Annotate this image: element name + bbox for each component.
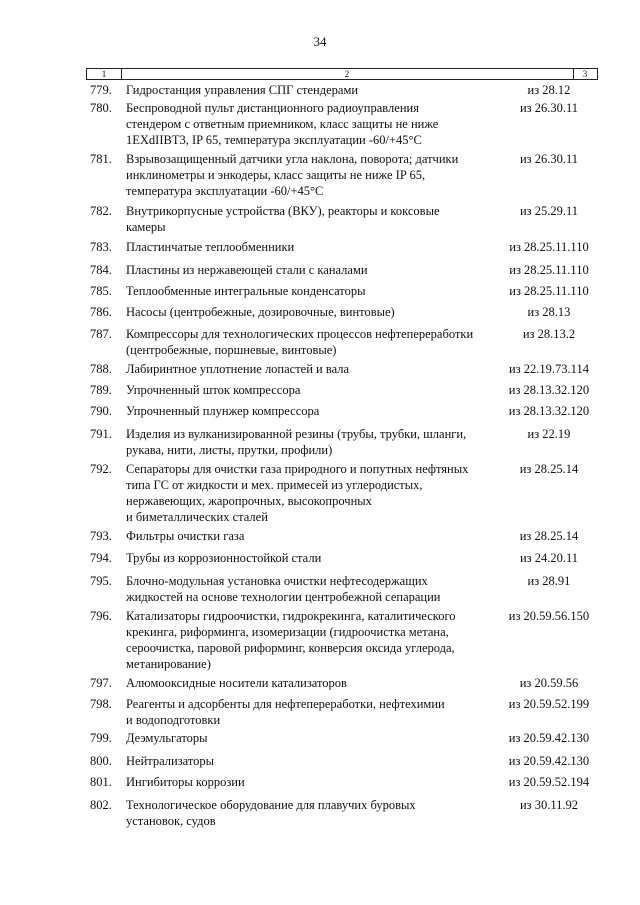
row-name: Гидростанция управления СПГ стендерами [126,83,359,97]
table-row [86,730,598,746]
row-code: из 28.13.32.120 [508,383,590,397]
table-row [86,304,598,320]
row-name: Упрочненный шток компрессора [126,383,301,397]
row-name: Реагенты и адсорбенты для нефтепереработки, нефтехимии и водоподготовки [126,697,445,727]
row-code: из 26.30.11 [519,152,579,166]
row-number: 780. [90,101,112,115]
row-name: Насосы (центробежные, дозировочные, винтовые) [126,305,395,319]
row-code: из 28.25.11.110 [509,240,589,254]
table-row [86,82,598,98]
table-row [86,797,598,829]
row-code: из 26.30.11 [519,101,579,115]
row-name: Пластинчатые теплообменники [126,240,295,254]
row-number: 782. [90,204,112,218]
row-code: из 20.59.52.199 [508,697,590,711]
table-row [86,774,598,790]
table-row [86,461,598,525]
row-number: 798. [90,697,112,711]
row-number: 797. [90,676,112,690]
row-name: Взрывозащищенный датчики угла наклона, поворота; датчики инклинометры и энкодеры, класс защиты не ниже IP 65, температура эксплуатации -60/+45°C [126,152,459,198]
row-name: Алюмооксидные носители катализаторов [126,676,347,690]
row-code: из 20.59.42.130 [508,731,590,745]
row-name: Нейтрализаторы [126,754,215,768]
row-number: 784. [90,263,112,277]
table-row [86,151,598,199]
row-code: из 28.12 [527,83,571,97]
row-number: 792. [90,462,112,476]
header-col-number: 1 [87,69,122,79]
row-number: 801. [90,775,112,789]
table-header [86,68,598,80]
row-number: 791. [90,427,112,441]
row-name: Катализаторы гидроочистки, гидрокрекинга, каталитического крекинга, риформинга, изомеризации (гидроочистка метана, сероочистка, паровой риформинг, конверсия оксида углерода, метанирование) [126,609,456,671]
row-code: из 28.25.14 [519,529,579,543]
table-row [86,675,598,691]
row-name: Сепараторы для очистки газа природного и попутных нефтяных типа ГС от жидкости и мех. примесей из углеродистых, нержавеющих, жаропрочных, высокопрочных и биметаллических сталей [126,462,469,524]
row-number: 799. [90,731,112,745]
row-code: из 22.19 [527,427,571,441]
row-code: из 20.59.56 [519,676,579,690]
row-name: Блочно-модульная установка очистки нефтесодержащих жидкостей на основе технологии центробежной сепарации [126,574,441,604]
table-row [86,382,598,398]
row-number: 779. [90,83,112,97]
row-number: 793. [90,529,112,543]
row-number: 783. [90,240,112,254]
row-name: Изделия из вулканизированной резины (трубы, трубки, шланги, рукава, нити, листы, прутки, профили) [126,427,467,457]
row-code: из 25.29.11 [519,204,579,218]
row-name: Упрочненный плунжер компрессора [126,404,320,418]
row-code: из 28.25.11.110 [509,284,589,298]
row-code: из 28.13.32.120 [508,404,590,418]
table-row [86,550,598,566]
row-number: 795. [90,574,112,588]
row-number: 785. [90,284,112,298]
table-row [86,573,598,605]
table-row [86,203,598,235]
row-name: Технологическое оборудование для плавучих буровых установок, судов [126,798,416,828]
row-code: из 28.25.14 [519,462,579,476]
row-number: 800. [90,754,112,768]
row-number: 787. [90,327,112,341]
header-col-code: 3 [582,69,588,79]
row-code: из 24.20.11 [519,551,579,565]
table-row [86,262,598,278]
row-code: из 28.25.11.110 [509,263,589,277]
row-name: Теплообменные интегральные конденсаторы [126,284,366,298]
table-row [86,283,598,299]
row-code: из 20.59.56.150 [508,609,590,623]
table-row [86,239,598,255]
row-code: из 20.59.42.130 [508,754,590,768]
row-name: Пластины из нержавеющей стали с каналами [126,263,368,277]
row-name: Внутрикорпусные устройства (ВКУ), реакторы и коксовые камеры [126,204,440,234]
row-code: из 30.11.92 [519,798,579,812]
row-code: из 22.19.73.114 [509,362,589,376]
row-name: Ингибиторы коррозии [126,775,245,789]
row-name: Компрессоры для технологических процессов нефтепереработки (центробежные, поршневые, винтовые) [126,327,474,357]
row-code: из 28.13.2 [522,327,576,341]
row-code: из 28.91 [527,574,571,588]
row-name: Лабиринтное уплотнение лопастей и вала [126,362,350,376]
row-number: 790. [90,404,112,418]
table-row [86,608,598,672]
table-row [86,403,598,419]
row-name: Трубы из коррозионностойкой стали [126,551,322,565]
table-row [86,753,598,769]
table-row [86,426,598,458]
header-col-name: 2 [121,69,574,79]
row-number: 796. [90,609,112,623]
row-number: 794. [90,551,112,565]
row-code: из 28.13 [527,305,571,319]
table-row [86,696,598,728]
row-number: 781. [90,152,112,166]
row-number: 789. [90,383,112,397]
row-name: Деэмульгаторы [126,731,208,745]
row-number: 788. [90,362,112,376]
page-number: 34 [313,34,327,49]
row-code: из 20.59.52.194 [508,775,590,789]
table-row [86,326,598,358]
row-name: Беспроводной пульт дистанционного радиоуправления стендером с ответным приемником, класс защиты не ниже 1EXdIIBT3, IP 65, температура эксплуатации -60/+45°C [126,101,439,147]
table-row [86,361,598,377]
table-row [86,528,598,544]
row-name: Фильтры очистки газа [126,529,245,543]
row-number: 786. [90,305,112,319]
row-number: 802. [90,798,112,812]
table-row [86,100,598,148]
